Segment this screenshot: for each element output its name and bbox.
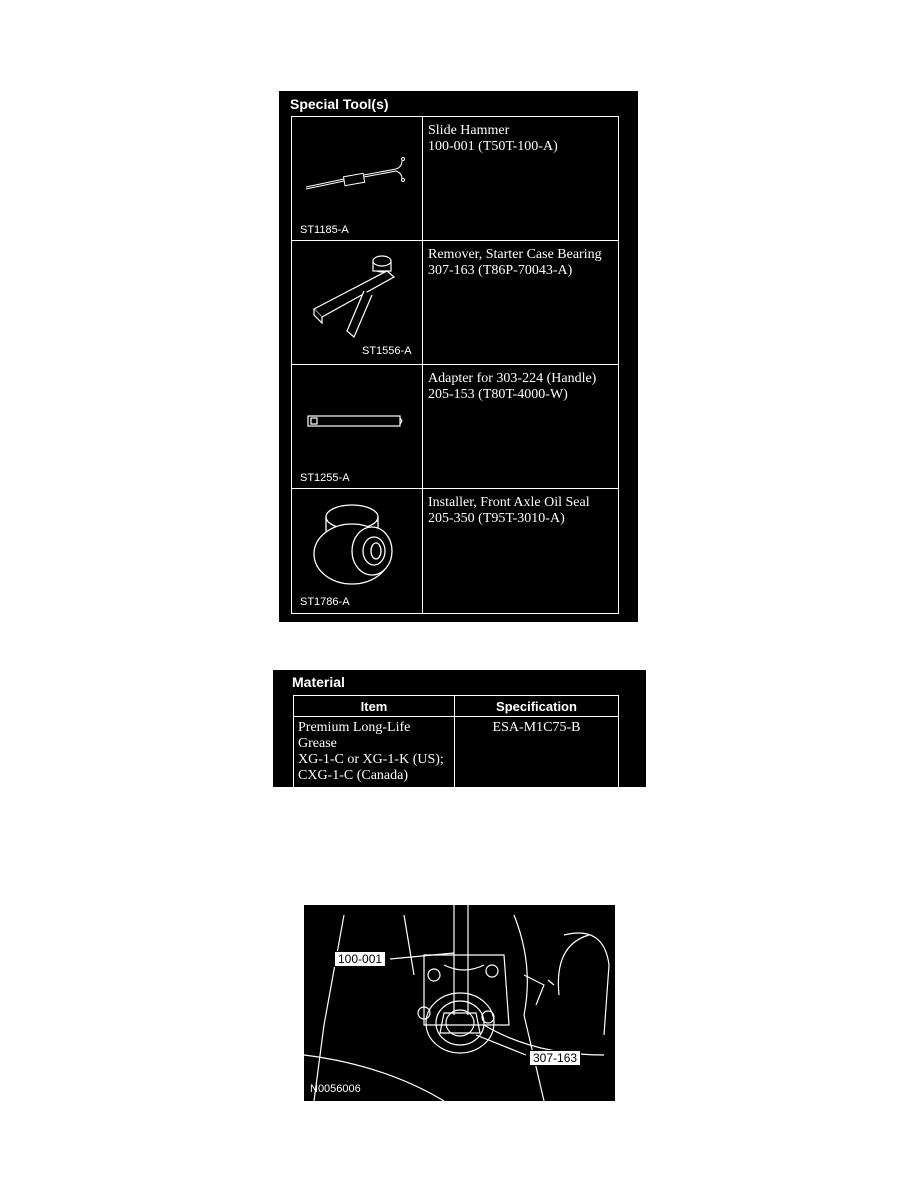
tool-name: Installer, Front Axle Oil Seal <box>428 495 590 510</box>
column-header-item: Item <box>294 696 455 717</box>
item-line: Grease <box>298 736 337 751</box>
tool-description <box>423 241 602 364</box>
removal-illustration <box>304 905 615 1101</box>
tool-description <box>423 117 558 240</box>
adapter-illustration <box>292 365 423 488</box>
material-specification-cell: ESA-M1C75-B <box>455 717 619 788</box>
tool-code: ST1786-A <box>300 596 350 608</box>
tool-number: 307-163 (T86P-70043-A) <box>428 263 573 278</box>
item-line: CXG-1-C (Canada) <box>298 768 409 783</box>
item-line: XG-1-C or XG-1-K (US); <box>298 752 444 767</box>
table-row <box>294 717 619 788</box>
item-line: Premium Long-Life <box>298 720 411 735</box>
removal-figure <box>304 905 615 1101</box>
figure-code: N0056006 <box>310 1083 361 1095</box>
special-tools-panel <box>279 91 638 622</box>
tool-row <box>292 241 618 365</box>
tool-row <box>292 489 618 613</box>
material-panel <box>273 670 646 787</box>
special-tools-title: Special Tool(s) <box>290 96 389 112</box>
tool-row <box>292 365 618 489</box>
tool-code: ST1255-A <box>300 472 350 484</box>
tool-number: 100-001 (T50T-100-A) <box>428 139 558 154</box>
tool-name: Adapter for 303-224 (Handle) <box>428 371 597 386</box>
tool-code: ST1556-A <box>362 345 412 357</box>
material-title: Material <box>292 674 345 690</box>
tool-row <box>292 117 618 241</box>
callout-label: 100-001 <box>334 951 386 967</box>
tool-description <box>423 489 590 613</box>
tool-number: 205-350 (T95T-3010-A) <box>428 511 565 526</box>
tool-name: Slide Hammer <box>428 123 510 138</box>
oil-seal-installer-illustration <box>292 489 423 613</box>
callout-label: 307-163 <box>529 1050 581 1066</box>
tool-number: 205-153 (T80T-4000-W) <box>428 387 568 402</box>
slide-hammer-illustration <box>292 117 423 240</box>
special-tools-table <box>291 116 619 614</box>
material-table <box>293 695 619 788</box>
column-header-specification: Specification <box>455 696 619 717</box>
tool-name: Remover, Starter Case Bearing <box>428 247 602 262</box>
starter-case-bearing-remover-illustration <box>292 241 423 364</box>
tool-code: ST1185-A <box>300 224 349 236</box>
material-item-cell <box>294 717 455 788</box>
tool-description <box>423 365 596 488</box>
